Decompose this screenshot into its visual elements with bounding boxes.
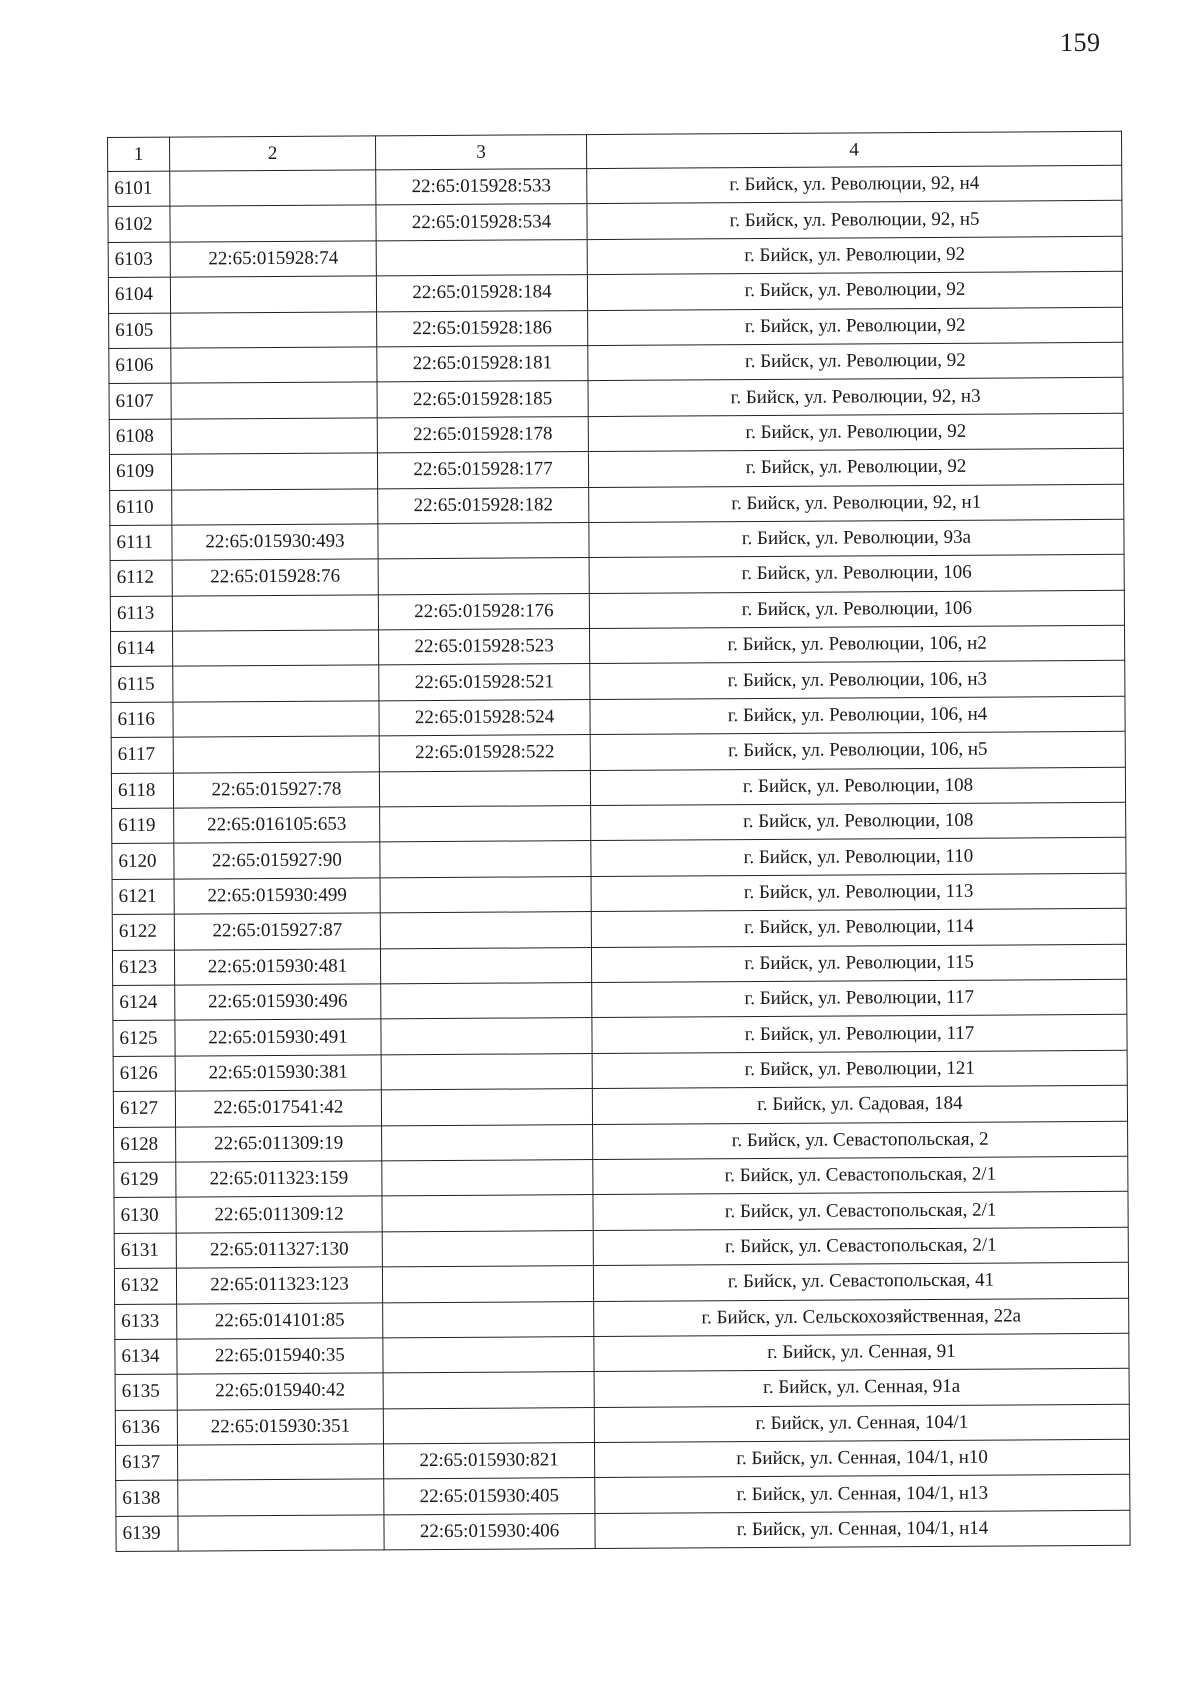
cadastral-number-cell-alt: 22:65:015930:405 (384, 1478, 595, 1515)
cadastral-number-cell: 22:65:015930:493 (172, 524, 378, 561)
row-number-cell: 6117 (111, 737, 173, 773)
row-number-cell: 6122 (112, 914, 174, 950)
row-number-cell: 6103 (108, 242, 170, 278)
address-cell: г. Бийск, ул. Сенная, 104/1, н13 (595, 1475, 1130, 1514)
row-number-cell: 6126 (113, 1056, 175, 1092)
cadastral-number-cell-alt (379, 770, 590, 807)
cadastral-number-cell-alt (383, 1301, 594, 1338)
row-number-cell: 6121 (112, 879, 174, 915)
row-number-cell: 6110 (110, 490, 172, 526)
cadastral-number-cell-alt: 22:65:015928:184 (376, 275, 587, 312)
cadastral-number-cell: 22:65:015940:42 (177, 1373, 383, 1410)
cadastral-number-cell (178, 1515, 384, 1552)
cadastral-number-cell: 22:65:017541:42 (175, 1090, 381, 1127)
address-cell: г. Бийск, ул. Садовая, 184 (592, 1085, 1127, 1124)
row-number-cell: 6133 (115, 1304, 177, 1340)
page-number: 159 (1060, 28, 1101, 57)
cadastral-number-cell: 22:65:015930:381 (175, 1055, 381, 1092)
address-cell: г. Бийск, ул. Революции, 117 (592, 979, 1127, 1018)
cadastral-number-cell (172, 595, 378, 632)
cadastral-number-cell: 22:65:015930:491 (175, 1019, 381, 1056)
address-cell: г. Бийск, ул. Революции, 106, н4 (590, 696, 1125, 735)
address-cell: г. Бийск, ул. Революции, 106, н2 (590, 625, 1125, 664)
row-number-cell: 6130 (114, 1197, 176, 1233)
address-cell: г. Бийск, ул. Сенная, 91а (594, 1369, 1129, 1408)
row-number-cell: 6123 (112, 950, 174, 986)
cadastral-number-cell-alt (380, 912, 591, 949)
cadastral-number-cell (171, 311, 377, 348)
cadastral-number-cell-alt (380, 947, 591, 984)
header-col-4: 4 (586, 131, 1121, 168)
header-col-2: 2 (170, 136, 376, 171)
address-cell: г. Бийск, ул. Революции, 92, н3 (588, 378, 1123, 417)
cadastral-number-cell-alt: 22:65:015928:176 (378, 593, 589, 630)
cadastral-number-cell (171, 418, 377, 455)
address-cell: г. Бийск, ул. Революции, 108 (590, 767, 1125, 806)
cadastral-number-cell: 22:65:015927:87 (174, 913, 380, 950)
cadastral-number-cell (173, 701, 379, 738)
row-number-cell: 6138 (116, 1481, 178, 1517)
cadastral-number-cell-alt: 22:65:015928:181 (377, 346, 588, 383)
address-cell: г. Бийск, ул. Революции, 92, н5 (587, 201, 1122, 240)
address-cell: г. Бийск, ул. Революции, 92, н4 (587, 165, 1122, 204)
address-cell: г. Бийск, ул. Сенная, 104/1, н14 (595, 1510, 1130, 1549)
cadastral-number-cell-alt: 22:65:015928:534 (376, 204, 587, 241)
cadastral-number-cell-alt: 22:65:015928:522 (379, 735, 590, 772)
row-number-cell: 6106 (109, 348, 171, 384)
row-number-cell: 6112 (110, 560, 172, 596)
cadastral-number-cell-alt (376, 239, 587, 276)
header-col-3: 3 (375, 135, 586, 170)
row-number-cell: 6102 (108, 207, 170, 243)
cadastral-number-cell-alt: 22:65:015928:524 (379, 699, 590, 736)
address-cell: г. Бийск, ул. Революции, 106, н3 (590, 661, 1125, 700)
cadastral-number-cell-alt: 22:65:015928:182 (378, 487, 589, 524)
address-cell: г. Бийск, ул. Сельскохозяйственная, 22а (594, 1298, 1129, 1337)
row-number-cell: 6119 (112, 808, 174, 844)
table-body (108, 131, 1131, 1551)
row-number-cell: 6139 (116, 1516, 178, 1552)
address-cell: г. Бийск, ул. Революции, 114 (591, 908, 1126, 947)
cadastral-number-cell-alt (380, 876, 591, 913)
cadastral-number-cell-alt: 22:65:015928:185 (377, 381, 588, 418)
address-cell: г. Бийск, ул. Севастопольская, 2/1 (593, 1227, 1128, 1266)
row-number-cell: 6109 (109, 454, 171, 490)
row-number-cell: 6113 (110, 596, 172, 632)
address-cell: г. Бийск, ул. Революции, 121 (592, 1050, 1127, 1089)
cadastral-number-cell-alt: 22:65:015928:177 (377, 452, 588, 489)
address-cell: г. Бийск, ул. Революции, 108 (591, 802, 1126, 841)
row-number-cell: 6111 (110, 525, 172, 561)
cadastral-number-cell (172, 488, 378, 525)
address-cell: г. Бийск, ул. Севастопольская, 2/1 (593, 1156, 1128, 1195)
row-number-cell: 6129 (114, 1162, 176, 1198)
address-cell: г. Бийск, ул. Революции, 92 (587, 271, 1122, 310)
address-cell: г. Бийск, ул. Революции, 93а (589, 519, 1124, 558)
address-cell: г. Бийск, ул. Сенная, 104/1 (594, 1404, 1129, 1443)
cadastral-number-cell (177, 1444, 383, 1481)
address-cell: г. Бийск, ул. Революции, 92 (587, 236, 1122, 275)
address-cell: г. Бийск, ул. Севастопольская, 2 (593, 1121, 1128, 1160)
cadastral-number-cell-alt: 22:65:015928:186 (377, 310, 588, 347)
row-number-cell: 6131 (114, 1233, 176, 1269)
cadastral-number-cell-alt: 22:65:015928:521 (379, 664, 590, 701)
cadastral-number-cell-alt (382, 1266, 593, 1303)
row-number-cell: 6107 (109, 383, 171, 419)
cadastral-number-cell-alt (382, 1230, 593, 1267)
cadastral-number-cell: 22:65:015940:35 (177, 1338, 383, 1375)
cadastral-number-cell: 22:65:015927:90 (174, 842, 380, 879)
cadastral-number-cell-alt (383, 1336, 594, 1373)
cadastral-number-cell-alt (380, 841, 591, 878)
row-number-cell: 6127 (113, 1091, 175, 1127)
row-number-cell: 6108 (109, 419, 171, 455)
cadastral-number-cell-alt (380, 806, 591, 843)
row-number-cell: 6104 (108, 277, 170, 313)
header-col-1: 1 (108, 137, 170, 171)
cadastral-number-cell-alt (381, 1089, 592, 1126)
cadastral-number-cell: 22:65:015928:76 (172, 559, 378, 596)
cadastral-number-cell: 22:65:016105:653 (174, 807, 380, 844)
cadastral-number-cell-alt (382, 1159, 593, 1196)
cadastral-number-cell: 22:65:015930:481 (174, 948, 380, 985)
row-number-cell: 6125 (113, 1020, 175, 1056)
address-cell: г. Бийск, ул. Революции, 92 (588, 342, 1123, 381)
cadastral-number-cell-alt (381, 983, 592, 1020)
address-cell: г. Бийск, ул. Революции, 106 (589, 555, 1124, 594)
row-number-cell: 6116 (111, 702, 173, 738)
address-cell: г. Бийск, ул. Сенная, 104/1, н10 (594, 1439, 1129, 1478)
address-cell: г. Бийск, ул. Революции, 106, н5 (590, 732, 1125, 771)
cadastral-number-cell: 22:65:011323:123 (176, 1267, 382, 1304)
cadastral-number-cell (173, 665, 379, 702)
address-cell: г. Бийск, ул. Революции, 106 (589, 590, 1124, 629)
cadastral-number-cell-alt (378, 558, 589, 595)
cadastral-number-cell: 22:65:011309:19 (176, 1125, 382, 1162)
address-cell: г. Бийск, ул. Сенная, 91 (594, 1333, 1129, 1372)
cadastral-number-cell (170, 170, 376, 207)
address-cell: г. Бийск, ул. Революции, 115 (591, 944, 1126, 983)
row-number-cell: 6137 (115, 1445, 177, 1481)
row-number-cell: 6118 (111, 773, 173, 809)
cadastral-number-cell-alt: 22:65:015928:523 (379, 629, 590, 666)
cadastral-table (107, 131, 1131, 1552)
address-cell: г. Бийск, ул. Революции, 110 (591, 838, 1126, 877)
cadastral-number-cell (173, 630, 379, 667)
cadastral-number-cell: 22:65:015930:499 (174, 878, 380, 915)
row-number-cell: 6101 (108, 171, 170, 207)
row-number-cell: 6134 (115, 1339, 177, 1375)
cadastral-number-cell (178, 1479, 384, 1516)
cadastral-number-cell: 22:65:011309:12 (176, 1196, 382, 1233)
cadastral-number-cell: 22:65:015930:496 (175, 984, 381, 1021)
cadastral-number-cell-alt (378, 522, 589, 559)
cadastral-number-cell: 22:65:015927:78 (173, 771, 379, 808)
cadastral-number-cell-alt: 22:65:015928:533 (376, 169, 587, 206)
address-cell: г. Бийск, ул. Севастопольская, 41 (593, 1262, 1128, 1301)
address-cell: г. Бийск, ул. Революции, 92 (588, 448, 1123, 487)
cadastral-number-cell-alt (382, 1124, 593, 1161)
cadastral-number-cell (171, 382, 377, 419)
cadastral-number-cell-alt (381, 1018, 592, 1055)
address-cell: г. Бийск, ул. Севастопольская, 2/1 (593, 1192, 1128, 1231)
row-number-cell: 6105 (109, 313, 171, 349)
address-cell: г. Бийск, ул. Революции, 92 (588, 307, 1123, 346)
cadastral-number-cell: 22:65:015930:351 (177, 1409, 383, 1446)
address-cell: г. Бийск, ул. Революции, 92, н1 (589, 484, 1124, 523)
address-cell: г. Бийск, ул. Революции, 92 (588, 413, 1123, 452)
row-number-cell: 6115 (111, 667, 173, 703)
row-number-cell: 6132 (114, 1268, 176, 1304)
cadastral-number-cell (171, 453, 377, 490)
cadastral-number-cell: 22:65:011323:159 (176, 1161, 382, 1198)
cadastral-number-cell (173, 736, 379, 773)
row-number-cell: 6136 (115, 1410, 177, 1446)
cadastral-number-cell (170, 205, 376, 242)
cadastral-number-cell (170, 276, 376, 313)
row-number-cell: 6135 (115, 1374, 177, 1410)
address-cell: г. Бийск, ул. Революции, 117 (592, 1015, 1127, 1054)
row-number-cell: 6124 (113, 985, 175, 1021)
row-number-cell: 6128 (114, 1127, 176, 1163)
row-number-cell: 6114 (111, 631, 173, 667)
cadastral-number-cell (171, 347, 377, 384)
cadastral-number-cell-alt: 22:65:015930:406 (384, 1513, 595, 1550)
cadastral-number-cell: 22:65:011327:130 (176, 1232, 382, 1269)
cadastral-number-cell-alt (383, 1407, 594, 1444)
row-number-cell: 6120 (112, 844, 174, 880)
cadastral-number-cell-alt (382, 1195, 593, 1232)
cadastral-number-cell-alt (381, 1053, 592, 1090)
table-row (116, 1510, 1130, 1552)
cadastral-number-cell: 22:65:015928:74 (170, 241, 376, 278)
address-cell: г. Бийск, ул. Революции, 113 (591, 873, 1126, 912)
cadastral-number-cell-alt: 22:65:015928:178 (377, 416, 588, 453)
cadastral-number-cell-alt (383, 1372, 594, 1409)
cadastral-number-cell-alt: 22:65:015930:821 (383, 1443, 594, 1480)
cadastral-number-cell: 22:65:014101:85 (177, 1302, 383, 1339)
